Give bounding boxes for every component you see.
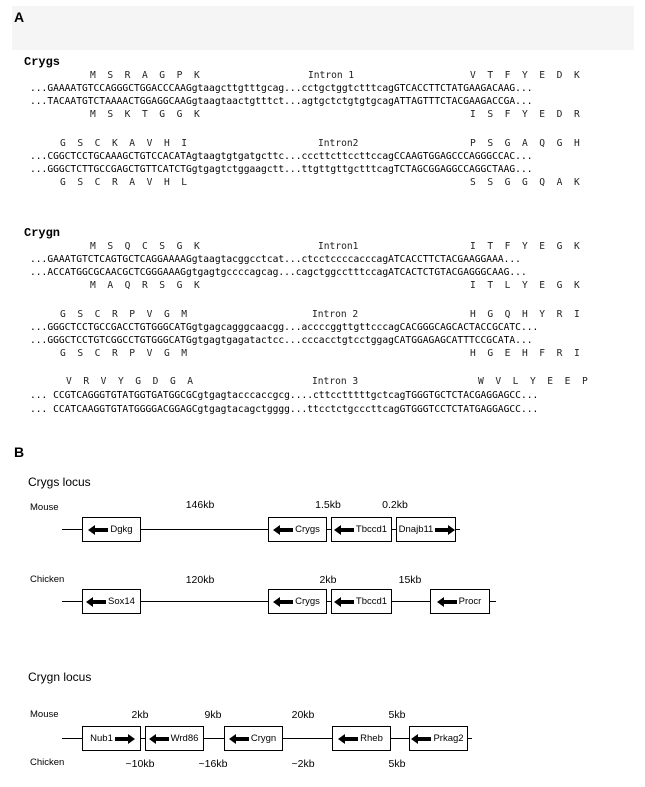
crygn-b3-aa-top: V R V Y G D G A — [66, 376, 194, 387]
crygs-b1-seq-mouse: ...GAAAATGTCCAGGGCTGGACCCAAGgtaagcttgtttgcag...cctgctggtctttcagGTCACCTTCTATGAAGACAAG... — [30, 83, 533, 94]
crygn-alignment-title: Crygn — [24, 226, 61, 240]
gene-name: Crygs — [295, 596, 320, 607]
crygs-b2-seq-mouse: ...CGGCTCCTGCAAAGCTGTCCACATAgtaagtgtgatgcttc...cccttcttccttccagCCAAGTGGAGCCCAGGGCCAC... — [30, 151, 533, 162]
crygn-b3-seq-mouse: ... CCGTCAGGGTGTATGGTGATGGCGCgtgagtacccaccgcg....cttcctttttgctcagTGGGTGCTCTACGAGGAGCC... — [30, 390, 539, 401]
crygn-b3-seq-chicken: ... CCATCAAGGTGTATGGGGACGGAGCgtgagtacagctgggg...ttcctctgcccttcagGTGGGTCCTCTATGAGGAGCC... — [30, 404, 539, 415]
gene-name: Wrd86 — [170, 733, 199, 744]
left-arrow-icon — [437, 597, 457, 607]
left-arrow-icon — [86, 597, 106, 607]
gene-name: Crygs — [295, 524, 320, 535]
crygn-b2-aa-top: G S C R P V G M — [60, 309, 188, 320]
crygs-b1-aa-bottom: M S K T G G K — [90, 109, 200, 120]
crygn-chicken-distance-3: ~2kb — [291, 758, 315, 770]
crygn-b2-aa-bottom-right: H G E H F R I — [470, 348, 580, 359]
crygn-b2-seq-chicken: ...GGGCTCCTGTCGGCCTGTGGGCATGgtgagtgagatactcc...cccacctgtcctggagCATGGAGAGCATTTCCGCATA... — [30, 335, 533, 346]
gene-name: Dgkg — [110, 524, 133, 535]
crygn-b1-seq-chicken: ...ACCATGGCGCAACGCTCGGGAAAGgtgagtgccccagcag...cagctggcctttccagATCACTCTGTACGAGGGCAAG... — [30, 267, 527, 278]
crygn-chicken-distance-4: 5kb — [388, 758, 406, 770]
gene-box-rheb — [332, 726, 391, 751]
gene-box-tbccd1-mouse — [331, 517, 392, 542]
gene-name: Crygn — [250, 733, 277, 744]
left-arrow-icon — [334, 597, 354, 607]
crygs-chicken-distance-1: 120kb — [185, 574, 215, 586]
gene-box-tbccd1-chicken — [331, 589, 392, 614]
crygn-mouse-distance-1: 2kb — [131, 709, 149, 721]
crygn-b2-seq-mouse: ...GGGCTCCTGCCGACCTGTGGGCATGgtgagcagggcaacgg...accccggttgttcccagCACGGGCAGCACTACCGCATC... — [30, 322, 539, 333]
crygn-intron1-label: Intron1 — [318, 241, 359, 252]
left-arrow-icon — [411, 734, 431, 744]
crygs-b2-aa-top-right: P S G A Q G H — [470, 138, 580, 149]
crygs-intron2-label: Intron2 — [318, 138, 359, 149]
crygn-b1-aa-bottom: M A Q R S G K — [90, 280, 200, 291]
crygs-chicken-label: Chicken — [30, 574, 65, 585]
gene-box-dnajb11-mouse — [396, 517, 456, 542]
crygs-b2-aa-bottom-right: S S G G Q A K — [470, 177, 580, 188]
panel-a-header-band — [12, 6, 634, 50]
crygn-intron3-label: Intron 3 — [312, 376, 359, 387]
crygs-intron1-label: Intron 1 — [308, 70, 355, 81]
gene-name: Dnajb11 — [398, 524, 434, 535]
gene-name: Procr — [458, 596, 482, 607]
right-arrow-icon — [115, 734, 135, 744]
crygs-b1-aa-top-right: V T F Y E D K — [470, 70, 580, 81]
crygs-chicken-distance-2: 2kb — [319, 574, 337, 586]
left-arrow-icon — [229, 734, 249, 744]
crygs-locus-title: Crygs locus — [28, 475, 91, 489]
gene-name: Rheb — [360, 733, 383, 744]
gene-box-dgkg-mouse — [82, 517, 141, 542]
crygs-b1-aa-top: M S R A G P K — [90, 70, 200, 81]
crygs-b1-seq-chicken: ...TACAATGTCTAAAACTGGAGGCAAGgtaagtaactgtttct...agtgctctgtgtgcagATTAGTTTCTACGAAGACCGA... — [30, 96, 533, 107]
gene-box-wrd86 — [145, 726, 204, 751]
crygn-locus-title: Crygn locus — [28, 670, 92, 684]
crygn-mouse-distance-2: 9kb — [204, 709, 222, 721]
crygn-b1-aa-bottom-right: I T L Y E G K — [470, 280, 580, 291]
gene-name: Nub1 — [90, 733, 113, 744]
left-arrow-icon — [273, 597, 293, 607]
crygn-b1-aa-top: M S Q C S G K — [90, 241, 200, 252]
crygn-chicken-distance-1: ~10kb — [125, 758, 155, 770]
crygs-mouse-distance-3: 0.2kb — [382, 499, 408, 511]
crygn-b1-aa-top-right: I T F Y E G K — [470, 241, 580, 252]
left-arrow-icon — [334, 525, 354, 535]
crygn-mouse-distance-3: 20kb — [291, 709, 315, 721]
crygn-b3-aa-top-right: W V L Y E E P — [478, 376, 588, 387]
gene-name: Tbccd1 — [355, 524, 388, 535]
crygn-b2-aa-top-right: H G Q H Y R I — [470, 309, 580, 320]
crygn-mouse-label: Mouse — [30, 709, 59, 720]
gene-box-nub1 — [82, 726, 141, 751]
crygn-chicken-distance-2: ~16kb — [198, 758, 228, 770]
crygs-mouse-label: Mouse — [30, 502, 59, 513]
gene-box-crygs-chicken — [268, 589, 327, 614]
crygn-b2-aa-bottom: G S C R P V G M — [60, 348, 188, 359]
gene-box-procr-chicken — [430, 589, 490, 614]
crygs-chicken-distance-3: 15kb — [398, 574, 422, 586]
gene-box-prkag2 — [409, 726, 468, 751]
crygn-mouse-distance-4: 5kb — [388, 709, 406, 721]
gene-box-crygs-mouse — [268, 517, 327, 542]
crygs-mouse-distance-1: 146kb — [185, 499, 215, 511]
panel-b-label: B — [14, 444, 25, 460]
crygs-b2-aa-bottom: G S C R A V H L — [60, 177, 188, 188]
right-arrow-icon — [435, 525, 455, 535]
crygs-alignment-title: Crygs — [24, 55, 61, 69]
crygn-b1-seq-mouse: ...GAAATGTCTCAGTGCTCAGGAAAAGgtaagtacggcctcat...ctcctccccacccagATCACCTTCTACGAAGGAAA... — [30, 254, 521, 265]
left-arrow-icon — [88, 525, 108, 535]
crygs-b2-seq-chicken: ...GGGCTCTTGCCGAGCTGTTCATCTGgtgagtctggaagctt...ttgttgttgctttcagTCTAGCGGAGGCCAGGCTAAG... — [30, 164, 533, 175]
gene-name: Tbccd1 — [355, 596, 388, 607]
crygn-chicken-label: Chicken — [30, 757, 65, 768]
gene-name: Prkag2 — [433, 733, 464, 744]
panel-a-label: A — [14, 9, 25, 25]
gene-name: Sox14 — [108, 596, 135, 607]
crygs-b1-aa-bottom-right: I S F Y E D R — [470, 109, 580, 120]
gene-box-sox14-chicken — [82, 589, 141, 614]
left-arrow-icon — [273, 525, 293, 535]
crygs-b2-aa-top: G S C K A V H I — [60, 138, 188, 149]
left-arrow-icon — [149, 734, 169, 744]
crygs-mouse-distance-2: 1.5kb — [315, 499, 341, 511]
left-arrow-icon — [338, 734, 358, 744]
crygn-intron2-label: Intron 2 — [312, 309, 359, 320]
gene-box-crygn — [224, 726, 283, 751]
